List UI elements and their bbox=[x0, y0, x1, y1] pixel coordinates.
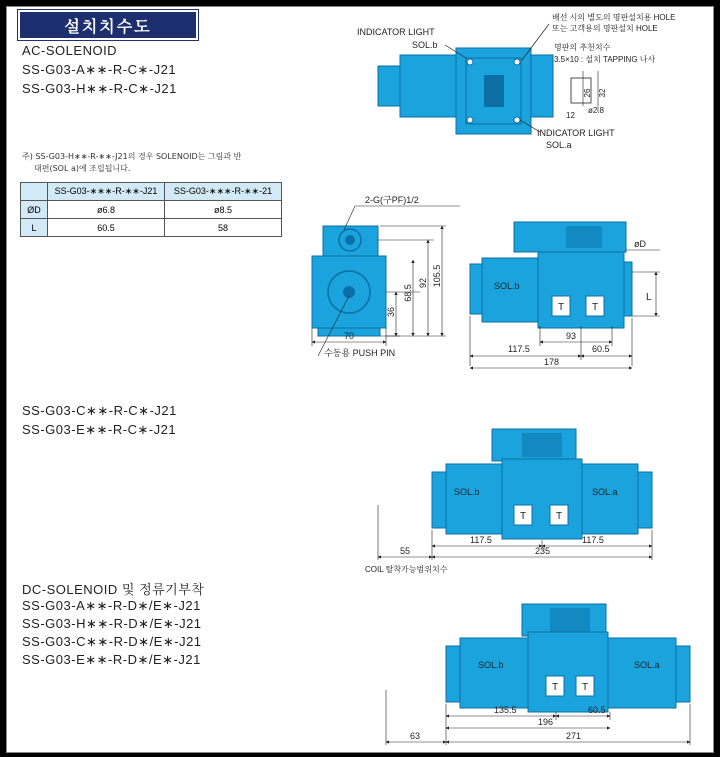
dim-196: 196 bbox=[538, 717, 554, 727]
table-header-2: SS-G03-∗∗∗-R-∗∗-21 bbox=[165, 183, 282, 201]
svg-text:T: T bbox=[581, 682, 589, 693]
dim-117-5-b: 117.5 bbox=[582, 535, 604, 545]
dim-105-5: 105.5 bbox=[432, 264, 442, 288]
indicator-light-b-label: INDICATOR LIGHT bbox=[357, 27, 435, 37]
dim-55: 55 bbox=[400, 546, 411, 556]
svg-text:T: T bbox=[519, 511, 527, 522]
sol-a-label: SOL.a bbox=[546, 140, 572, 150]
cell: 58 bbox=[165, 219, 282, 237]
cell: 60.5 bbox=[48, 219, 165, 237]
plate-note-2: 3.5×10 : 설치 TAPPING 나사 bbox=[554, 55, 656, 64]
l-label: L bbox=[646, 292, 652, 303]
hole-note-1: 배선 시의 별도의 명판설치용 HOLE bbox=[552, 13, 676, 22]
table-header-1: SS-G03-∗∗∗-R-∗∗-J21 bbox=[48, 183, 165, 201]
svg-text:T: T bbox=[557, 302, 565, 313]
dim-60-5: 60.5 bbox=[592, 344, 610, 354]
dim-135-5: 135.5 bbox=[494, 705, 517, 715]
dc-model-4: SS-G03-E∗∗-R-D∗/E∗-J21 bbox=[22, 652, 201, 667]
dim-68-5: 68.5 bbox=[403, 284, 413, 302]
dim-60-5-b: 60.5 bbox=[588, 705, 606, 715]
cell: ø8.5 bbox=[165, 201, 282, 219]
dim-phi-2-8: ø2.8 bbox=[588, 106, 605, 115]
page-title: 설치치수도 bbox=[64, 16, 152, 36]
top-view bbox=[357, 12, 675, 150]
dc-model-3: SS-G03-C∗∗-R-D∗/E∗-J21 bbox=[22, 634, 202, 649]
svg-text:T: T bbox=[551, 682, 559, 693]
port-label: 2-G(구PF)1/2 bbox=[365, 195, 419, 205]
cell: ø6.8 bbox=[48, 201, 165, 219]
plate-note-1: 명판의 추천치수 bbox=[554, 43, 611, 52]
coil-note: COIL 탈착가능범위치수 bbox=[365, 565, 448, 574]
sol-b-label-3: SOL.b bbox=[478, 660, 504, 670]
note-line-1: 주) SS-G03-H∗∗-R-∗∗-J21의 경우 SOLENOID는 그림과 반 bbox=[22, 152, 242, 161]
dim-92: 92 bbox=[418, 277, 428, 289]
front-view-1 bbox=[470, 222, 660, 368]
svg-text:T: T bbox=[591, 302, 599, 313]
sol-b-label: SOL.b bbox=[412, 40, 438, 50]
dim-70: 70 bbox=[343, 331, 355, 341]
note-line-2: 대편(SOL a)에 조립됩니다. bbox=[34, 164, 131, 173]
ac-model-2: SS-G03-H∗∗-R-C∗-J21 bbox=[22, 81, 177, 96]
dim-26: 26 bbox=[583, 88, 592, 98]
dim-93: 93 bbox=[566, 331, 577, 341]
ce-model-1: SS-G03-C∗∗-R-C∗-J21 bbox=[22, 403, 177, 418]
svg-text:T: T bbox=[555, 511, 563, 522]
dc-heading: DC-SOLENOID 및 정류기부착 bbox=[22, 582, 205, 597]
push-pin-label: 수동용 PUSH PIN bbox=[324, 348, 396, 358]
dim-178: 178 bbox=[544, 357, 560, 367]
front-view-2 bbox=[365, 429, 652, 574]
row-label: ØD bbox=[21, 201, 48, 219]
dim-235: 235 bbox=[535, 546, 551, 556]
sol-a-label-3: SOL.a bbox=[634, 660, 660, 670]
row-label: L bbox=[21, 219, 48, 237]
dim-271: 271 bbox=[566, 731, 582, 741]
ac-heading: AC-SOLENOID bbox=[22, 43, 118, 58]
front-view-3 bbox=[386, 604, 690, 745]
phi-d-label: øD bbox=[634, 239, 646, 249]
ce-model-2: SS-G03-E∗∗-R-C∗-J21 bbox=[22, 422, 177, 437]
indicator-light-a-label: INDICATOR LIGHT bbox=[537, 128, 615, 138]
dim-36: 36 bbox=[386, 306, 396, 318]
dc-model-1: SS-G03-A∗∗-R-D∗/E∗-J21 bbox=[22, 598, 201, 613]
dim-117-5: 117.5 bbox=[508, 344, 530, 354]
dim-32: 32 bbox=[598, 88, 607, 98]
hole-note-2: 또는 고객용의 명판설치 HOLE bbox=[552, 24, 658, 33]
sol-b-label-2: SOL.b bbox=[454, 487, 480, 497]
sol-b-label-1: SOL.b bbox=[494, 281, 520, 291]
dim-12: 12 bbox=[566, 111, 575, 120]
ac-model-1: SS-G03-A∗∗-R-C∗-J21 bbox=[22, 62, 177, 77]
dc-model-2: SS-G03-H∗∗-R-D∗/E∗-J21 bbox=[22, 616, 202, 631]
dim-117-5-a: 117.5 bbox=[470, 535, 492, 545]
side-view bbox=[312, 195, 460, 358]
dim-63: 63 bbox=[410, 731, 421, 741]
sol-a-label-2: SOL.a bbox=[592, 487, 618, 497]
